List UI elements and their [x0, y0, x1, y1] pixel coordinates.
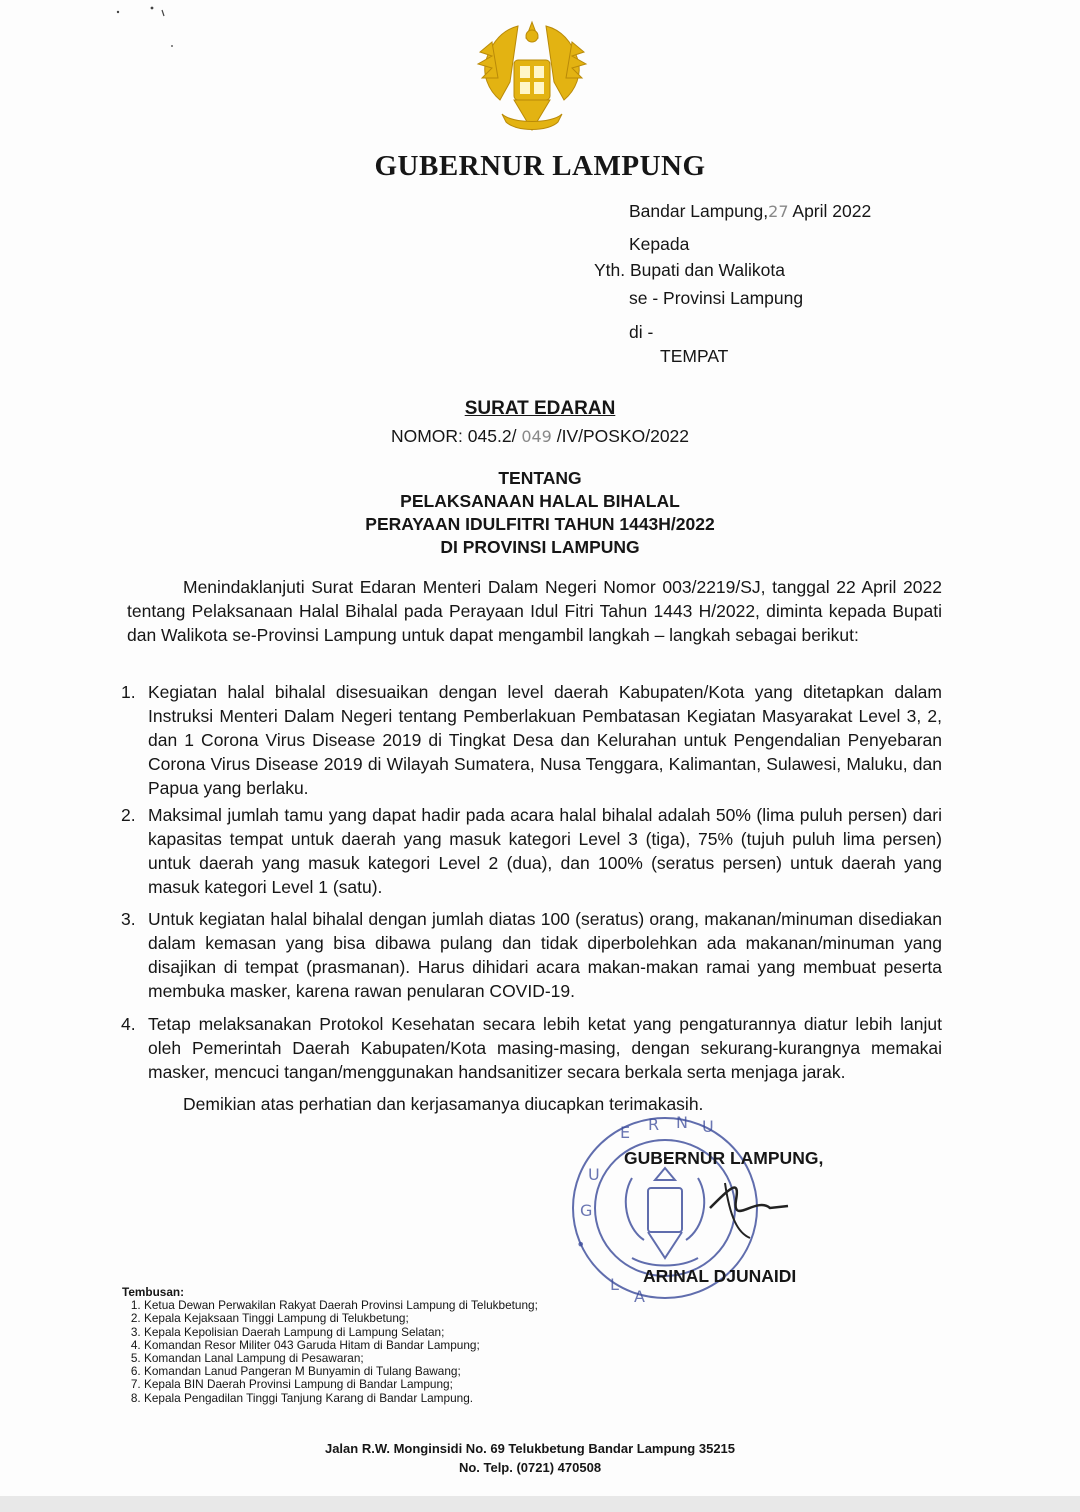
list-item	[121, 1012, 942, 1084]
svg-text:L: L	[610, 1275, 619, 1294]
tembusan-item: 8. Kepala Pengadilan Tinggi Tanjung Karang di Bandar Lampung.	[144, 1392, 538, 1405]
letter-title: GUBERNUR LAMPUNG	[374, 150, 706, 182]
list-item-number: 2.	[121, 805, 136, 825]
subject-line-2: PERAYAAN IDULFITRI TAHUN 1443H/2022	[365, 514, 715, 534]
svg-text:R: R	[648, 1115, 660, 1134]
list-item-text: Tetap melaksanakan Protokol Kesehatan secara lebih ketat yang pengaturannya diatur lebih lanjut oleh Pemerintah Daerah Kabupaten/Kota masing-masing, dengan sekurang-kurangnya memakai masker, mencuci tangan/menggunakan handsanitizer secara berkala serta menjaga jarak.	[148, 1014, 942, 1082]
svg-text:E: E	[620, 1123, 631, 1142]
recipient-tempat: TEMPAT	[660, 346, 729, 366]
list-item	[121, 680, 942, 800]
svg-text:A: A	[634, 1287, 645, 1306]
list-item	[121, 803, 942, 899]
recipient-kepada: Kepada	[629, 234, 690, 254]
place-date-prefix: Bandar Lampung,	[629, 201, 769, 221]
svg-text:U: U	[588, 1165, 600, 1184]
list-item-number: 3.	[121, 909, 136, 929]
garuda-emblem-icon	[462, 12, 602, 152]
tembusan-heading: Tembusan:	[122, 1285, 185, 1299]
closing-paragraph: Demikian atas perhatian dan kerjasamanya diucapkan terimakasih.	[183, 1094, 704, 1114]
list-item-number: 1.	[121, 682, 136, 702]
svg-text:•: •	[576, 1235, 586, 1254]
signatory-name: ARINAL DJUNAIDI	[643, 1266, 797, 1286]
tembusan-item: 5. Komandan Lanal Lampung di Pesawaran;	[144, 1352, 538, 1365]
tembusan-item: 2. Kepala Kejaksaan Tinggi Lampung di Telukbetung;	[144, 1312, 538, 1325]
tembusan-item: 6. Komandan Lanud Pangeran M Bunyamin di Tulang Bawang;	[144, 1365, 538, 1378]
subject-line-1: PELAKSANAAN HALAL BIHALAL	[400, 491, 680, 511]
letter-number	[0, 426, 1080, 447]
list-item	[121, 907, 942, 1003]
footer-address: Jalan R.W. Monginsidi No. 69 Telukbetung Bandar Lampung 35215	[324, 1441, 736, 1456]
list-item-text: Kegiatan halal bihalal disesuaikan dengan level daerah Kabupaten/Kota yang ditetapkan dalam Instruksi Menteri Dalam Negeri tentang Pemberlakuan Pembatasan Kegiatan Masyarakat Level 3, 2, dan 1 Corona Virus Disease 2019 di Tingkat Desa dan Kelurahan untuk Pengendalian Penyebaran Corona Virus Disease 2019 di Wilayah Sumatera, Nusa Tenggara, Kalimantan, Sulawesi, Maluku, dan Papua yang berlaku.	[148, 682, 942, 798]
footer-phone: No. Telp. (0721) 470508	[458, 1460, 602, 1475]
signatory-position: GUBERNUR LAMPUNG,	[624, 1148, 824, 1168]
tembusan-list	[122, 1299, 538, 1405]
tembusan-item: 7. Kepala BIN Daerah Provinsi Lampung di Bandar Lampung;	[144, 1378, 538, 1391]
place-date	[629, 201, 871, 222]
letter-number-prefix: NOMOR: 045.2/	[390, 426, 517, 446]
tembusan-item: 1. Ketua Dewan Perwakilan Rakyat Daerah Provinsi Lampung di Telukbetung;	[144, 1299, 538, 1312]
scan-specks	[110, 2, 230, 62]
svg-text:N: N	[676, 1113, 688, 1132]
tembusan-item: 3. Kepala Kepolisian Daerah Lampung di Lampung Selatan;	[144, 1326, 538, 1339]
tembusan-item: 4. Komandan Resor Militer 043 Garuda Hitam di Bandar Lampung;	[144, 1339, 538, 1352]
recipient-di: di -	[629, 322, 654, 342]
recipient-yth: Yth. Bupati dan Walikota	[594, 260, 785, 280]
svg-text:G: G	[580, 1201, 593, 1220]
handwritten-number: 049	[521, 427, 552, 446]
subject-tentang: TENTANG	[498, 468, 582, 488]
letter-number-suffix: /IV/POSKO/2022	[556, 426, 690, 446]
list-item-number: 4.	[121, 1014, 136, 1034]
surat-edaran-heading: SURAT EDARAN	[464, 398, 616, 419]
list-item-text: Maksimal jumlah tamu yang dapat hadir pada acara halal bihalal adalah 50% (lima puluh persen) dari kapasitas tempat untuk daerah yang masuk kategori Level 3 (tiga), 75% (tujuh puluh lima persen) untuk daerah yang masuk kategori Level 2 (dua), dan 100% (seratus persen) untuk daerah yang masuk kategori Level 1 (satu).	[148, 805, 942, 897]
svg-text:U: U	[702, 1117, 714, 1136]
tembusan-section	[122, 1286, 538, 1405]
intro-paragraph: Menindaklanjuti Surat Edaran Menteri Dalam Negeri Nomor 003/2219/SJ, tanggal 22 April 2022 tentang Pelaksanaan Halal Bihalal pada Perayaan Idul Fitri Tahun 1443 H/2022, diminta kepada Bupati dan Walikota se-Provinsi Lampung untuk dapat mengambil langkah – langkah sebagai berikut:	[127, 577, 942, 645]
handwritten-date: 27	[768, 202, 789, 221]
list-item-text: Untuk kegiatan halal bihalal dengan jumlah diatas 100 (seratus) orang, makanan/minuman disediakan dalam kemasan yang bisa dibawa pulang dan tidak diperbolehkan ada makanan/minuman yang disajikan di tempat (prasmanan). Harus dihidari acara makan-makan ramai yang membuat peserta membuka masker, karena rawan penularan COVID-19.	[148, 909, 942, 1001]
recipient-province: se - Provinsi Lampung	[629, 288, 804, 308]
subject-line-3: DI PROVINSI LAMPUNG	[440, 537, 640, 557]
place-date-suffix: April 2022	[792, 201, 872, 221]
